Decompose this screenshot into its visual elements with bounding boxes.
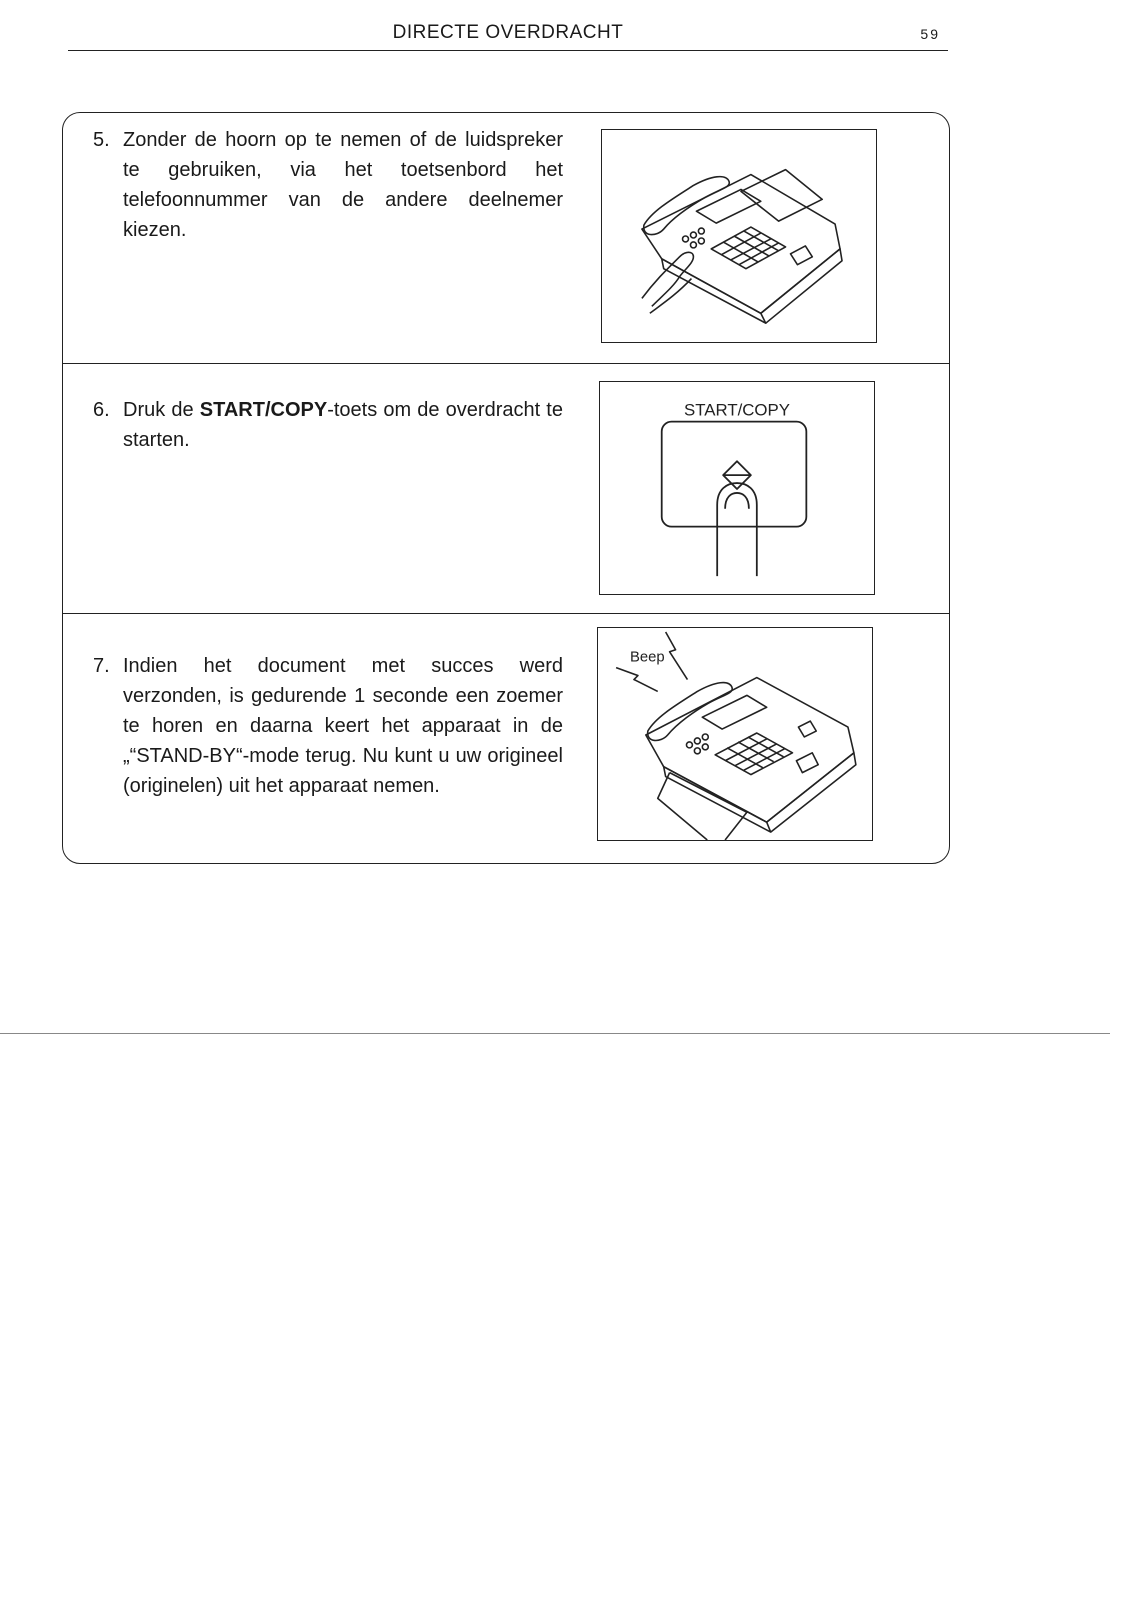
step-number: 7. bbox=[93, 655, 110, 677]
fax-beep-illustration bbox=[597, 627, 873, 841]
step-number: 6. bbox=[93, 399, 110, 421]
page-header bbox=[68, 20, 948, 51]
steps-box bbox=[62, 112, 950, 864]
page-title: DIRECTE OVERDRACHT bbox=[392, 22, 624, 43]
step-5-text bbox=[93, 125, 563, 245]
step-6-row bbox=[63, 363, 949, 614]
start-copy-key-name: START/COPY bbox=[199, 399, 328, 421]
page-number: 59 bbox=[920, 26, 940, 42]
step-description: Zonder de hoorn op te nemen of de luidspreker te gebruiken, via het toetsenbord het telefoonnummer van de andere deelnemer kiezen. bbox=[123, 129, 563, 241]
step-text-after: -toets om de overdracht te starten. bbox=[123, 399, 563, 451]
beep-label: Beep bbox=[629, 649, 665, 666]
step-7-text bbox=[93, 651, 563, 801]
step-description: Indien het document met succes werd verzonden, is gedurende 1 seconde een zoemer te horen en daarna keert het apparaat in de „“STAND-BY“-mode terug. Nu kunt u uw origineel (originelen) uit het apparaat nemen. bbox=[123, 655, 563, 797]
start-copy-button-illustration bbox=[599, 381, 875, 595]
start-copy-label: START/COPY bbox=[684, 400, 790, 420]
step-6-text bbox=[93, 395, 563, 455]
page-divider bbox=[0, 1033, 1110, 1034]
step-number: 5. bbox=[93, 129, 110, 151]
fax-keypad-icon bbox=[602, 130, 876, 342]
step-description bbox=[123, 395, 563, 455]
fax-beep-icon bbox=[598, 628, 872, 840]
start-copy-button-icon bbox=[600, 382, 874, 594]
step-5-row bbox=[63, 113, 949, 364]
fax-dialing-illustration bbox=[601, 129, 877, 343]
step-7-row bbox=[63, 613, 949, 864]
step-text-before: Druk de bbox=[123, 399, 200, 421]
